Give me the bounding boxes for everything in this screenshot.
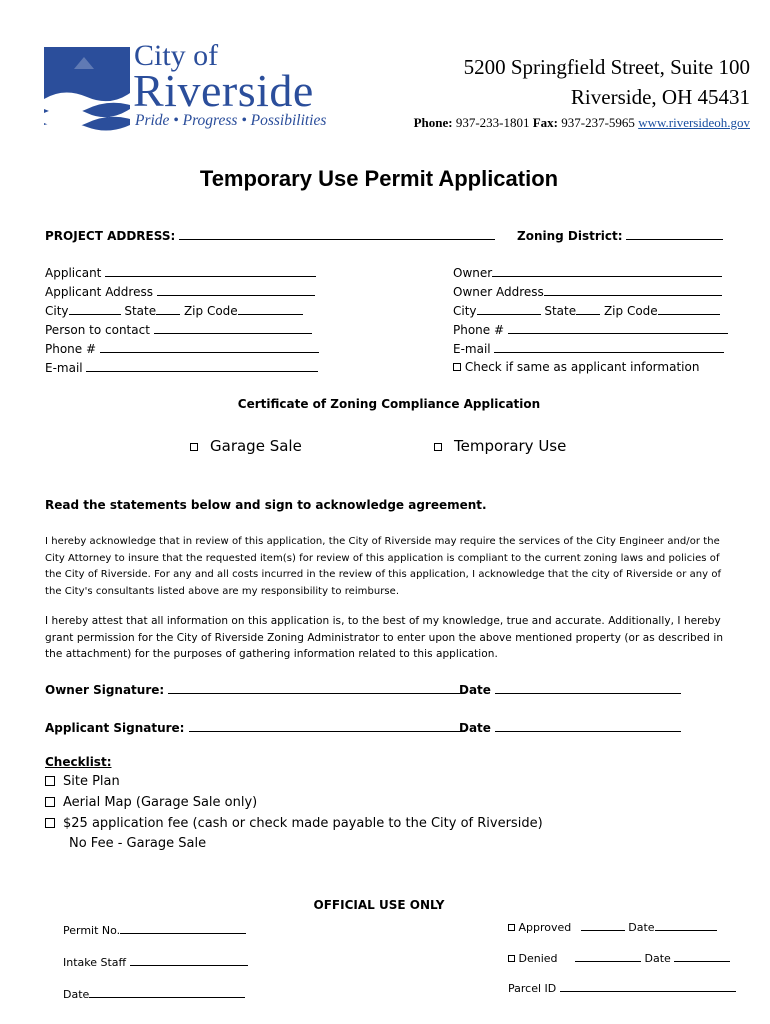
owner-email-field[interactable] — [494, 341, 724, 353]
applicant-address-label: Applicant Address — [45, 285, 153, 299]
intake-staff-row — [63, 954, 248, 969]
owner-address-label: Owner Address — [453, 285, 544, 299]
applicant-city-label: City — [45, 304, 69, 318]
garage-sale-option[interactable] — [190, 437, 302, 455]
applicant-zip-field[interactable] — [238, 303, 303, 315]
intake-staff-label: Intake Staff — [63, 956, 127, 969]
approved-date-label: Date — [628, 921, 655, 934]
applicant-email-label: E-mail — [45, 361, 83, 375]
official-date-field[interactable] — [89, 986, 245, 998]
website-link[interactable]: www.riversideoh.gov — [638, 115, 750, 130]
approved-checkbox[interactable] — [508, 924, 515, 931]
applicant-state-field[interactable] — [156, 303, 180, 315]
denied-row — [508, 950, 730, 965]
applicant-address-row — [45, 284, 315, 299]
approved-field[interactable] — [581, 919, 625, 931]
temporary-use-label: Temporary Use — [454, 437, 567, 455]
same-as-applicant-checkbox[interactable] — [453, 363, 461, 371]
permit-no-field[interactable] — [120, 922, 246, 934]
owner-address-row — [453, 284, 722, 299]
owner-phone-label: Phone # — [453, 323, 505, 337]
owner-state-label: State — [544, 304, 577, 318]
denied-date-field[interactable] — [674, 950, 730, 962]
garage-sale-label: Garage Sale — [210, 437, 302, 455]
parcel-id-field[interactable] — [560, 980, 736, 992]
logo-wave-icon — [44, 47, 130, 133]
approved-label: Approved — [518, 921, 572, 934]
city-logo — [44, 39, 344, 132]
owner-zip-label: Zip Code — [603, 304, 658, 318]
parcel-id-label: Parcel ID — [508, 982, 557, 995]
owner-email-label: E-mail — [453, 342, 491, 356]
checklist-checkbox[interactable] — [45, 776, 55, 786]
project-address-field[interactable] — [179, 228, 495, 240]
applicant-city-row — [45, 303, 303, 318]
logo-line2: Riverside — [133, 65, 314, 116]
owner-city-field[interactable] — [477, 303, 541, 315]
garage-sale-checkbox[interactable] — [190, 443, 198, 451]
owner-signature-row — [45, 682, 460, 697]
checklist-checkbox[interactable] — [45, 797, 55, 807]
contact-person-label: Person to contact — [45, 323, 150, 337]
official-date-row — [63, 986, 245, 1001]
applicant-zip-label: Zip Code — [183, 304, 238, 318]
applicant-date-field[interactable] — [495, 720, 681, 732]
owner-label: Owner — [453, 266, 493, 280]
acknowledge-heading: Read the statements below and sign to acknowledge agreement. — [45, 498, 487, 512]
contact-line — [414, 115, 750, 131]
applicant-signature-row — [45, 720, 465, 735]
contact-person-row — [45, 322, 312, 337]
owner-city-label: City — [453, 304, 477, 318]
project-address-label: PROJECT ADDRESS: — [45, 229, 176, 243]
applicant-row — [45, 265, 316, 280]
fax-value: 937-237-5965 — [561, 115, 635, 130]
owner-date-field[interactable] — [495, 682, 681, 694]
same-as-applicant-label: Check if same as applicant information — [464, 360, 700, 374]
applicant-field[interactable] — [105, 265, 316, 277]
denied-field[interactable] — [575, 950, 641, 962]
official-date-label: Date — [63, 988, 90, 1001]
applicant-state-label: State — [124, 304, 157, 318]
project-address-row — [45, 228, 495, 243]
applicant-address-field[interactable] — [157, 284, 315, 296]
zoning-district-field[interactable] — [626, 228, 723, 240]
owner-field[interactable] — [492, 265, 722, 277]
same-as-applicant-row — [453, 360, 699, 374]
checklist-note: No Fee - Garage Sale — [69, 836, 207, 851]
owner-phone-row — [453, 322, 728, 337]
owner-email-row — [453, 341, 724, 356]
acknowledge-paragraph-1: I hereby acknowledge that in review of this application, the City of Riverside may require the services of the City Engineer and/or the City Attorney to insure that the requested item(s) for review of this application is compliant to the current zoning laws and policies of the City of Riverside. For any and all costs incurred in the review of this application, I acknowledge that the city of Riverside or any of the City's consultants listed above are my responsibility to reimburse. — [45, 536, 722, 597]
owner-address-field[interactable] — [544, 284, 722, 296]
contact-person-field[interactable] — [154, 322, 312, 334]
owner-phone-field[interactable] — [508, 322, 728, 334]
zoning-district-label: Zoning District: — [517, 229, 623, 243]
applicant-phone-row — [45, 341, 319, 356]
checklist-heading: Checklist: — [45, 755, 112, 769]
temporary-use-option[interactable] — [434, 437, 566, 455]
checklist-item — [45, 816, 543, 831]
owner-state-field[interactable] — [576, 303, 600, 315]
applicant-email-row — [45, 360, 318, 375]
applicant-signature-field[interactable] — [189, 720, 465, 732]
denied-label: Denied — [518, 952, 558, 965]
phone-label: Phone: — [413, 115, 453, 130]
acknowledge-paragraph-2: I hereby attest that all information on this application is, to the best of my knowledge, true and accurate. Additionally, I hereby grant permission for the City of Riverside Zoning Administrator to enter upon the above mentioned property (or as described in the attachment) for the purposes of gathering information related to this application. — [45, 615, 724, 660]
permit-no-label: Permit No. — [63, 924, 121, 937]
logo-tagline: Pride • Progress • Possibilities — [135, 112, 327, 129]
address-line1: 5200 Springfield Street, Suite 100 — [463, 55, 750, 79]
approved-row — [508, 919, 717, 934]
checklist-checkbox[interactable] — [45, 818, 55, 828]
applicant-date-label: Date — [459, 721, 491, 735]
parcel-id-row — [508, 980, 736, 995]
owner-date-row — [459, 682, 681, 697]
owner-signature-label: Owner Signature: — [45, 683, 165, 697]
owner-row — [453, 265, 722, 280]
owner-zip-field[interactable] — [658, 303, 720, 315]
applicant-phone-label: Phone # — [45, 342, 97, 356]
certificate-heading: Certificate of Zoning Compliance Application — [237, 397, 541, 411]
applicant-signature-label: Applicant Signature: — [45, 721, 185, 735]
address-line2: Riverside, OH 45431 — [570, 85, 750, 109]
zoning-district-row — [517, 228, 723, 243]
applicant-phone-field[interactable] — [100, 341, 319, 353]
page-title: Temporary Use Permit Application — [199, 166, 559, 191]
permit-no-row — [63, 922, 246, 937]
checklist-item-label: Aerial Map (Garage Sale only) — [63, 795, 258, 810]
temporary-use-checkbox[interactable] — [434, 443, 442, 451]
checklist-item-label: Site Plan — [63, 774, 120, 789]
owner-signature-field[interactable] — [168, 682, 460, 694]
owner-city-row — [453, 303, 720, 318]
applicant-city-field[interactable] — [69, 303, 121, 315]
checklist-item — [45, 774, 120, 789]
intake-staff-field[interactable] — [130, 954, 248, 966]
owner-date-label: Date — [459, 683, 491, 697]
checklist-item-label: $25 application fee (cash or check made payable to the City of Riverside) — [63, 816, 543, 831]
denied-date-label: Date — [644, 952, 671, 965]
applicant-label: Applicant — [45, 266, 102, 280]
logo-line1: City of — [134, 39, 219, 72]
fax-label: Fax: — [532, 115, 559, 130]
phone-value: 937-233-1801 — [455, 115, 530, 130]
approved-date-field[interactable] — [655, 919, 717, 931]
applicant-email-field[interactable] — [86, 360, 318, 372]
applicant-date-row — [459, 720, 681, 735]
denied-checkbox[interactable] — [508, 955, 515, 962]
official-use-heading: OFFICIAL USE ONLY — [313, 898, 445, 912]
checklist-item — [45, 795, 257, 810]
